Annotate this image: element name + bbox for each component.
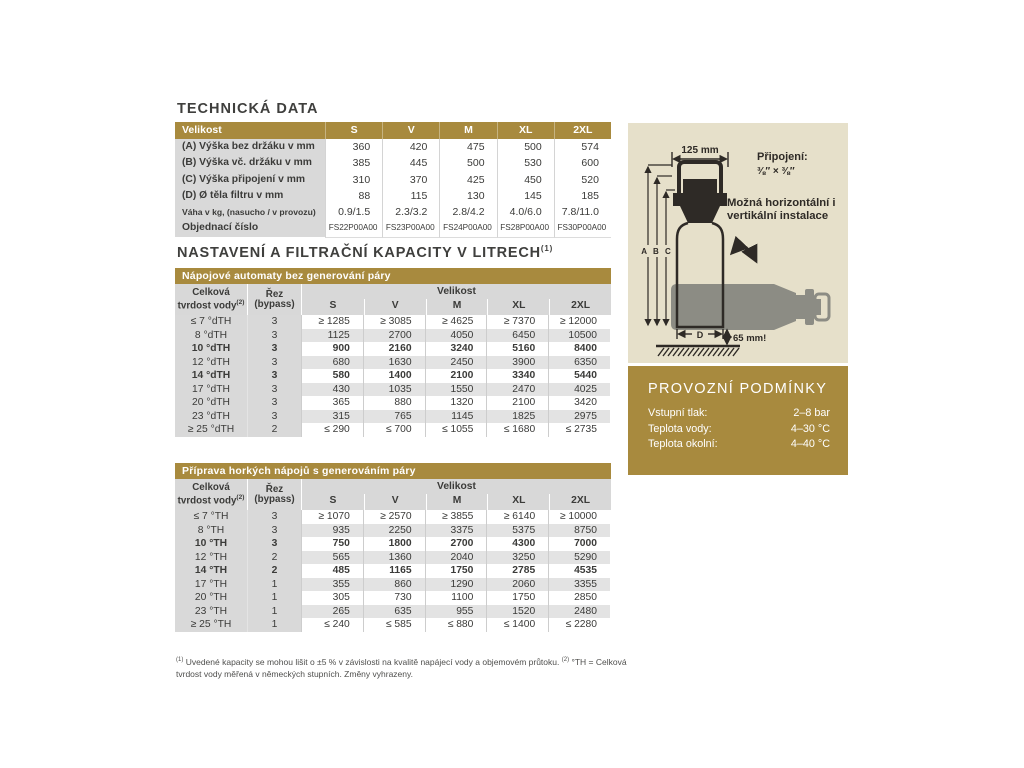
condition-value: 2–8 bar bbox=[793, 407, 830, 419]
condition-label: Teplota vody: bbox=[648, 422, 712, 435]
tech-cell: 520 bbox=[554, 172, 611, 189]
capacity-row bbox=[175, 537, 611, 551]
capacity-row bbox=[175, 564, 611, 578]
operating-conditions-title: PROVOZNÍ PODMÍNKY bbox=[648, 381, 828, 397]
hardness-cell: ≤ 7 °TH bbox=[175, 510, 247, 524]
capacity-cell: ≤ 1055 bbox=[425, 423, 487, 437]
condition-row bbox=[648, 437, 830, 453]
tech-cell: 185 bbox=[554, 188, 611, 205]
capacity-cell: 750 bbox=[301, 537, 363, 551]
condition-label: Teplota okolní: bbox=[648, 438, 718, 450]
capacity-cell: 1630 bbox=[363, 356, 425, 370]
capacity-cell: 2850 bbox=[548, 591, 610, 605]
bypass-cell: 3 bbox=[247, 315, 301, 329]
installation-note bbox=[727, 197, 836, 223]
bypass-cell: 2 bbox=[247, 564, 301, 578]
capacity-row bbox=[175, 329, 611, 343]
capacity-heading-footnote-marker: (1) bbox=[540, 244, 554, 253]
capacity-cell: 1550 bbox=[425, 383, 487, 397]
capacity-cell: 1145 bbox=[425, 410, 487, 424]
footnote bbox=[176, 656, 628, 681]
footnote-marker-1: (1) bbox=[176, 656, 184, 663]
size-header-2xl: 2XL bbox=[549, 494, 611, 510]
column-header-velikost: Velikost bbox=[182, 124, 222, 136]
capacity-cell: ≤ 2280 bbox=[548, 618, 610, 632]
capacity-cell: 6450 bbox=[486, 329, 548, 343]
capacity-cell: 1750 bbox=[486, 591, 548, 605]
tech-cell: FS28P00A00 bbox=[497, 220, 554, 237]
capacity-cell: 3900 bbox=[486, 356, 548, 370]
capacity-row bbox=[175, 618, 611, 632]
capacity-table-steam bbox=[175, 463, 611, 632]
size-header-s: S bbox=[329, 300, 337, 311]
tech-row-label: (D) Ø těla filtru v mm bbox=[175, 188, 325, 205]
tech-cell: 4.0/6.0 bbox=[497, 204, 554, 221]
condition-row bbox=[648, 422, 830, 438]
footnote-text-2: °TH = Celková tvrdost vody měřená v německých stupních. Změny vyhrazeny. bbox=[176, 656, 627, 679]
size-header-v: V bbox=[364, 299, 426, 315]
width-dimension-label: 125 mm bbox=[681, 145, 719, 156]
tech-cell: 130 bbox=[439, 188, 496, 205]
column-header-v: V bbox=[382, 122, 439, 139]
size-header-xl: XL bbox=[487, 299, 549, 315]
capacity-cell: 5160 bbox=[486, 342, 548, 356]
height-dimension-labels: A B C bbox=[641, 247, 673, 256]
installation-note-line2: vertikální instalace bbox=[727, 210, 829, 222]
capacity-cell: 5290 bbox=[548, 551, 610, 565]
capacity-cell: 3355 bbox=[548, 578, 610, 592]
capacity-row bbox=[175, 423, 611, 437]
capacity-cell: ≥ 6140 bbox=[486, 510, 548, 524]
capacity-cell: 2700 bbox=[363, 329, 425, 343]
capacity-cell: 2250 bbox=[363, 524, 425, 538]
filter-dimension-diagram bbox=[628, 123, 848, 363]
capacity-row bbox=[175, 605, 611, 619]
capacity-cell: 2040 bbox=[425, 551, 487, 565]
hardness-cell: 23 °TH bbox=[175, 605, 247, 619]
capacity-cell: 935 bbox=[301, 524, 363, 538]
bypass-cell: 3 bbox=[247, 356, 301, 370]
bypass-cell: 3 bbox=[247, 396, 301, 410]
tech-cell: 450 bbox=[497, 172, 554, 189]
diameter-dimension-label: D bbox=[696, 330, 704, 340]
column-group-velikost bbox=[301, 284, 611, 315]
capacity-row bbox=[175, 369, 611, 383]
tech-cell: 600 bbox=[554, 155, 611, 172]
capacity-cell: 1100 bbox=[425, 591, 487, 605]
capacity-cell: 265 bbox=[301, 605, 363, 619]
capacity-cell: 2100 bbox=[486, 396, 548, 410]
column-header-bypass: Řez (bypass) bbox=[247, 284, 301, 315]
bypass-cell: 3 bbox=[247, 524, 301, 538]
bypass-cell: 3 bbox=[247, 383, 301, 397]
capacity-cell: 2450 bbox=[425, 356, 487, 370]
capacity-table-no-steam bbox=[175, 268, 611, 437]
capacity-cell: 4300 bbox=[486, 537, 548, 551]
bypass-cell: 3 bbox=[247, 537, 301, 551]
bypass-cell: 3 bbox=[247, 510, 301, 524]
tech-cell: 500 bbox=[439, 155, 496, 172]
capacity-cell: 2160 bbox=[363, 342, 425, 356]
capacity-row bbox=[175, 342, 611, 356]
hardness-cell: 12 °dTH bbox=[175, 356, 247, 370]
capacity-cell: 5375 bbox=[486, 524, 548, 538]
capacity-cell: 1125 bbox=[301, 329, 363, 343]
capacity-row bbox=[175, 510, 611, 524]
bypass-cell: 2 bbox=[247, 551, 301, 565]
column-header-xl: XL bbox=[497, 122, 554, 139]
capacity-cell: 2100 bbox=[425, 369, 487, 383]
hardness-cell: 14 °dTH bbox=[175, 369, 247, 383]
capacity-cell: 2700 bbox=[425, 537, 487, 551]
capacity-cell: ≥ 3855 bbox=[425, 510, 487, 524]
bypass-cell: 1 bbox=[247, 578, 301, 592]
tech-cell: 574 bbox=[554, 139, 611, 156]
tech-cell: FS30P00A00 bbox=[554, 220, 611, 237]
clearance-dimension-label: 65 mm! bbox=[733, 333, 767, 344]
capacity-cell: 3240 bbox=[425, 342, 487, 356]
capacity-heading-text: NASTAVENÍ A FILTRAČNÍ KAPACITY V LITRECH bbox=[177, 244, 541, 261]
capacity-cell: 2480 bbox=[548, 605, 610, 619]
capacity-cell: 2060 bbox=[486, 578, 548, 592]
connection-size: ⅜″ × ⅜″ bbox=[757, 166, 795, 177]
tech-cell: 0.9/1.5 bbox=[325, 204, 382, 221]
hardness-cell: 20 °dTH bbox=[175, 396, 247, 410]
capacity-cell: 305 bbox=[301, 591, 363, 605]
operating-conditions-panel bbox=[628, 366, 848, 475]
tech-table-row bbox=[175, 220, 611, 236]
capacity-cell: 10500 bbox=[548, 329, 610, 343]
operating-conditions-list bbox=[648, 406, 830, 453]
capacity-cell: 3340 bbox=[486, 369, 548, 383]
tech-table-row bbox=[175, 139, 611, 155]
capacity-cell: 860 bbox=[363, 578, 425, 592]
connection-title: Připojení: bbox=[757, 151, 808, 163]
capacity-cell: 1165 bbox=[363, 564, 425, 578]
hardness-cell: ≥ 25 °TH bbox=[175, 618, 247, 632]
capacity-cell: 2785 bbox=[486, 564, 548, 578]
group-header-label: Velikost bbox=[437, 286, 476, 297]
hardness-cell: 20 °TH bbox=[175, 591, 247, 605]
bypass-cell: 3 bbox=[247, 410, 301, 424]
condition-row bbox=[648, 406, 830, 422]
capacity-cell: ≥ 3085 bbox=[363, 315, 425, 329]
installation-diagram-panel bbox=[628, 123, 848, 363]
capacity-cell: 680 bbox=[301, 356, 363, 370]
tech-cell: 445 bbox=[382, 155, 439, 172]
condition-label: Vstupní tlak: bbox=[648, 407, 708, 419]
capacity-cell: 1035 bbox=[363, 383, 425, 397]
capacity-table-title: Příprava horkých nápojů s generováním páry bbox=[175, 463, 611, 479]
technical-table-body bbox=[175, 139, 611, 237]
capacity-cell: 5440 bbox=[548, 369, 610, 383]
capacity-row bbox=[175, 396, 611, 410]
tech-cell: 385 bbox=[325, 155, 382, 172]
capacity-table-body bbox=[175, 315, 611, 437]
tech-cell: 420 bbox=[382, 139, 439, 156]
capacity-row bbox=[175, 383, 611, 397]
hardness-cell: 17 °TH bbox=[175, 578, 247, 592]
tech-cell: 2.3/3.2 bbox=[382, 204, 439, 221]
capacity-cell: 565 bbox=[301, 551, 363, 565]
tech-row-label: Váha v kg, (nasucho / v provozu) bbox=[175, 204, 325, 221]
capacity-table-header bbox=[175, 479, 611, 510]
capacity-cell: 2975 bbox=[548, 410, 610, 424]
capacity-cell: 2470 bbox=[486, 383, 548, 397]
ground-hatch bbox=[656, 346, 740, 356]
tech-row-label: (A) Výška bez držáku v mm bbox=[175, 139, 325, 156]
capacity-cell: ≥ 1070 bbox=[301, 510, 363, 524]
technical-data-heading: TECHNICKÁ DATA bbox=[177, 101, 319, 117]
capacity-cell: ≤ 585 bbox=[363, 618, 425, 632]
hardness-cell: 12 °TH bbox=[175, 551, 247, 565]
capacity-cell: 1320 bbox=[425, 396, 487, 410]
size-header-2xl: 2XL bbox=[549, 299, 611, 315]
column-header-hardness: Celková tvrdost vody$^{(2)}$ bbox=[177, 287, 245, 312]
capacity-cell: 3250 bbox=[486, 551, 548, 565]
capacity-cell: 635 bbox=[363, 605, 425, 619]
capacity-table-header bbox=[175, 284, 611, 315]
capacity-cell: 900 bbox=[301, 342, 363, 356]
hardness-cell: 8 °TH bbox=[175, 524, 247, 538]
bypass-cell: 1 bbox=[247, 618, 301, 632]
column-header-m: M bbox=[439, 122, 496, 139]
tech-cell: FS24P00A00 bbox=[439, 220, 496, 237]
group-header-label: Velikost bbox=[437, 481, 476, 492]
condition-value: 4–30 °C bbox=[790, 422, 830, 435]
tech-cell: 310 bbox=[325, 172, 382, 189]
tech-cell: 500 bbox=[497, 139, 554, 156]
capacity-cell: ≤ 700 bbox=[363, 423, 425, 437]
capacity-cell: ≤ 290 bbox=[301, 423, 363, 437]
column-group-velikost bbox=[301, 479, 611, 510]
tech-row-label: Objednací číslo bbox=[175, 220, 325, 237]
capacity-row bbox=[175, 524, 611, 538]
tech-table-row bbox=[175, 155, 611, 171]
tech-cell: 425 bbox=[439, 172, 496, 189]
tech-cell: 7.8/11.0 bbox=[554, 204, 611, 221]
tech-cell: FS23P00A00 bbox=[382, 220, 439, 237]
capacity-cell: 355 bbox=[301, 578, 363, 592]
hardness-cell: 23 °dTH bbox=[175, 410, 247, 424]
capacity-cell: 730 bbox=[363, 591, 425, 605]
capacity-cell: 8400 bbox=[548, 342, 610, 356]
capacity-cell: ≤ 1400 bbox=[486, 618, 548, 632]
capacity-row bbox=[175, 315, 611, 329]
bypass-cell: 3 bbox=[247, 369, 301, 383]
tech-cell: 475 bbox=[439, 139, 496, 156]
tech-row-label: (C) Výška připojení v mm bbox=[175, 172, 325, 189]
tech-cell: 2.8/4.2 bbox=[439, 204, 496, 221]
size-header-v: V bbox=[364, 494, 426, 510]
hardness-cell: ≤ 7 °dTH bbox=[175, 315, 247, 329]
capacity-cell: ≥ 12000 bbox=[548, 315, 610, 329]
capacity-cell: 3420 bbox=[548, 396, 610, 410]
tech-row-label: (B) Výška vč. držáku v mm bbox=[175, 155, 325, 172]
footnote-text-1: Uvedené kapacity se mohou lišit o ±5 % v závislosti na kvalitě napájecí vody a objemovém průtoku. bbox=[183, 656, 562, 667]
hardness-cell: 14 °TH bbox=[175, 564, 247, 578]
hardness-cell: 10 °TH bbox=[175, 537, 247, 551]
bypass-cell: 2 bbox=[247, 423, 301, 437]
capacity-row bbox=[175, 578, 611, 592]
capacity-cell: ≥ 2570 bbox=[363, 510, 425, 524]
capacity-cell: 485 bbox=[301, 564, 363, 578]
capacity-cell: ≤ 240 bbox=[301, 618, 363, 632]
capacity-cell: ≤ 880 bbox=[425, 618, 487, 632]
capacity-table-title: Nápojové automaty bez generování páry bbox=[175, 268, 611, 284]
capacity-cell: 365 bbox=[301, 396, 363, 410]
capacity-cell: 430 bbox=[301, 383, 363, 397]
capacity-heading bbox=[177, 244, 553, 261]
size-headers bbox=[302, 299, 611, 315]
tech-cell: FS22P00A00 bbox=[325, 220, 382, 237]
column-header-hardness: Celková tvrdost vody$^{(2)}$ bbox=[177, 482, 245, 507]
capacity-table-body bbox=[175, 510, 611, 632]
capacity-cell: 1750 bbox=[425, 564, 487, 578]
capacity-cell: 315 bbox=[301, 410, 363, 424]
capacity-cell: 765 bbox=[363, 410, 425, 424]
column-header-bypass: Řez (bypass) bbox=[247, 479, 301, 510]
hardness-cell: 10 °dTH bbox=[175, 342, 247, 356]
tech-cell: 530 bbox=[497, 155, 554, 172]
capacity-row bbox=[175, 356, 611, 370]
size-headers bbox=[302, 494, 611, 510]
tech-cell: 88 bbox=[325, 188, 382, 205]
footnote-marker-2: (2) bbox=[561, 656, 570, 663]
technical-data-table bbox=[175, 122, 611, 237]
capacity-cell: 4050 bbox=[425, 329, 487, 343]
bypass-cell: 3 bbox=[247, 329, 301, 343]
bypass-cell: 1 bbox=[247, 591, 301, 605]
tech-table-row bbox=[175, 172, 611, 188]
capacity-row bbox=[175, 551, 611, 565]
capacity-cell: 955 bbox=[425, 605, 487, 619]
capacity-cell: ≥ 10000 bbox=[548, 510, 610, 524]
capacity-cell: 880 bbox=[363, 396, 425, 410]
capacity-cell: 3375 bbox=[425, 524, 487, 538]
condition-value: 4–40 °C bbox=[790, 438, 830, 450]
size-header-xl: XL bbox=[487, 494, 549, 510]
capacity-cell: 1520 bbox=[486, 605, 548, 619]
capacity-cell: ≤ 1680 bbox=[486, 423, 548, 437]
tech-cell: 115 bbox=[382, 188, 439, 205]
bypass-cell: 1 bbox=[247, 605, 301, 619]
capacity-cell: ≥ 7370 bbox=[486, 315, 548, 329]
capacity-row bbox=[175, 410, 611, 424]
capacity-cell: ≤ 2735 bbox=[548, 423, 610, 437]
tech-table-row bbox=[175, 204, 611, 220]
capacity-cell: 6350 bbox=[548, 356, 610, 370]
bypass-cell: 3 bbox=[247, 342, 301, 356]
size-header-m: M bbox=[426, 494, 488, 510]
capacity-cell: 7000 bbox=[548, 537, 610, 551]
capacity-cell: 1290 bbox=[425, 578, 487, 592]
tech-cell: 145 bbox=[497, 188, 554, 205]
rotation-arrow-icon bbox=[732, 248, 756, 261]
capacity-cell: 8750 bbox=[548, 524, 610, 538]
hardness-cell: 8 °dTH bbox=[175, 329, 247, 343]
tech-cell: 370 bbox=[382, 172, 439, 189]
capacity-cell: 4535 bbox=[548, 564, 610, 578]
capacity-cell: 1360 bbox=[363, 551, 425, 565]
hardness-cell: 17 °dTH bbox=[175, 383, 247, 397]
column-header-2xl: 2XL bbox=[554, 122, 611, 139]
capacity-cell: 4025 bbox=[548, 383, 610, 397]
capacity-row bbox=[175, 591, 611, 605]
size-header-s: S bbox=[329, 495, 337, 506]
capacity-cell: 1800 bbox=[363, 537, 425, 551]
hardness-cell: ≥ 25 °dTH bbox=[175, 423, 247, 437]
capacity-cell: ≥ 1285 bbox=[301, 315, 363, 329]
capacity-cell: 1825 bbox=[486, 410, 548, 424]
column-header-s: S bbox=[325, 122, 382, 139]
horizontal-filter-silhouette bbox=[671, 284, 829, 330]
capacity-cell: 580 bbox=[301, 369, 363, 383]
tech-cell: 360 bbox=[325, 139, 382, 156]
installation-note-line1: Možná horizontální i bbox=[727, 197, 836, 209]
technical-table-header bbox=[175, 122, 611, 139]
tech-table-row bbox=[175, 188, 611, 204]
capacity-cell: ≥ 4625 bbox=[425, 315, 487, 329]
capacity-cell: 1400 bbox=[363, 369, 425, 383]
size-header-m: M bbox=[426, 299, 488, 315]
